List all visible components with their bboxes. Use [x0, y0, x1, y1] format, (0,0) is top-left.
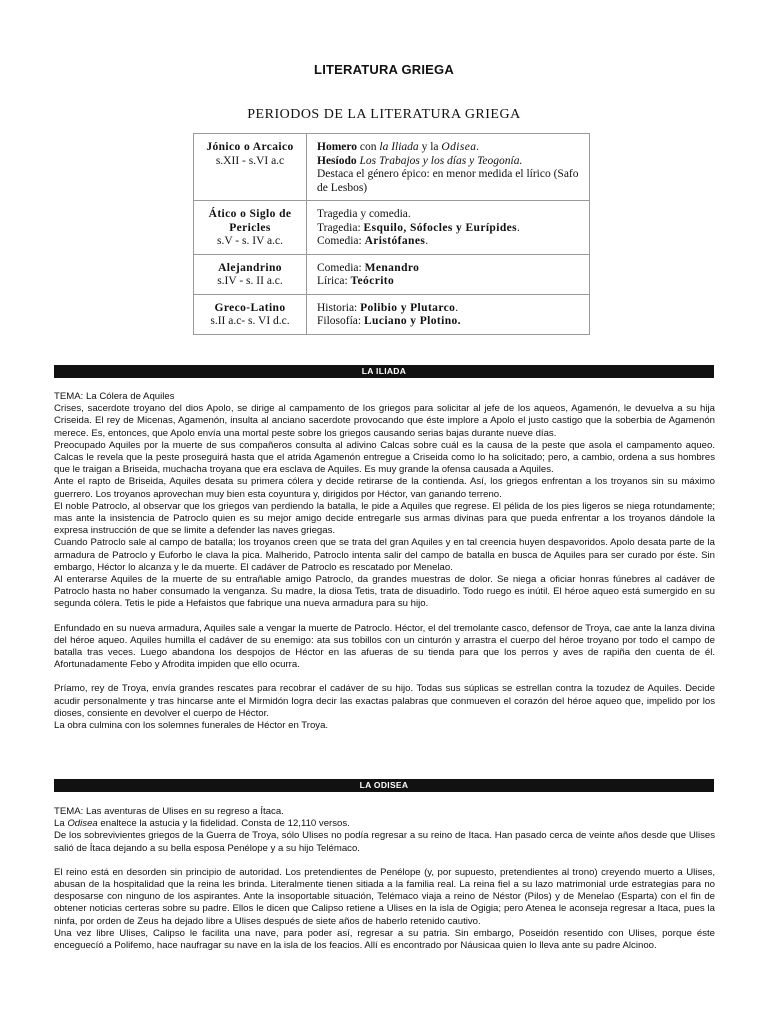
author-names: Menandro	[364, 261, 420, 274]
table-row	[194, 294, 590, 334]
work-title: la Iliada	[379, 141, 419, 153]
paragraph-spacer	[54, 611, 715, 623]
iliada-tema: TEMA: La Cólera de Aquiles	[54, 391, 175, 402]
paragraph: El noble Patroclo, al observar que los griegos van perdiendo la batalla, le pide a Aquiles que regrese. El pélida de los pies ligeros se niega rotundamente; mas ante la insistencia de Patroclo quien es su mejor amigo decide entregarle sus armas divinas para que pueda enfrentar a los troyanos dándole la expresa instrucción de que se limite a defender las naves griegas.	[54, 500, 715, 537]
author-names: Esquilo, Sófocles y Eurípides	[363, 221, 517, 234]
periods-table	[193, 133, 590, 335]
odisea-intro: La Odisea enaltece la astucia y la fidelidad. Consta de 12,110 versos.	[54, 818, 350, 830]
period-dates: s.II a.c- s. VI d.c.	[210, 315, 290, 327]
paragraph: Al enterarse Aquiles de la muerte de su entrañable amigo Patroclo, da grandes muestras de dolor. Se niega a oficiar honras fúnebres al cadáver de Patroclo hasta no haber consumado la venganza. Su madre, la diosa Tetis, trata de disuadirlo. Todo ruego es inútil. El héroe aqueo está sumergido en su segunda cólera. Tetis le pide a Hefaistos que fabrique una nueva armadura para su hijo.	[54, 574, 715, 610]
odisea-tema: TEMA: Las aventuras de Ulises en su regreso a Ítaca.	[54, 806, 284, 817]
iliada-section-text	[54, 391, 715, 732]
paragraph: Crises, sacerdote troyano del dios Apolo, se dirige al campamento de los griegos para solicitar al jefe de los aqueos, Agamenón, le devuelva a su hija Criseida. El rey de Micenas, Agamenón, insulta al anciano sacerdote provocando que éste implore a Apolo el justo castigo que la soberbia de Agamenón merece. Es, entonces, que Apolo envía una mortal peste sobre los griegos causando serias bajas durante nueve días.	[54, 403, 715, 439]
period-name: Alejandrino	[218, 261, 282, 274]
period-detail: Tragedia y comedia. Tragedia: Esquilo, Sófocles y Eurípides. Comedia: Aristófanes.	[307, 201, 590, 255]
paragraph: Ante el rapto de Briseida, Aquiles desata su primera cólera y decide retirarse de la contienda. Así, los griegos enfrentan a los troyanos sin su máximo guerrero. Los troyanos aprovechan muy bien esta coyuntura y, dirigidos por Héctor, van ganando terreno.	[54, 476, 715, 500]
odisea-section-text	[54, 806, 715, 952]
author-names: Teócrito	[350, 275, 395, 287]
paragraph: Cuando Patroclo sale al campo de batalla; los troyanos creen que se trata del gran Aquiles y en tal creencia huyen despavoridos. Apolo desata parte de la armadura de Patroclo y Euforbo le clava la pica. Malherido, Patroclo intenta salir del campo de batalla en busca de Aquiles para ser curado por éste. Sin embargo, Héctor lo alcanza y le da muerte. El cadáver de Patroclo es rescatado por Menelao.	[54, 537, 715, 573]
table-row	[194, 254, 590, 294]
period-dates: s.XII - s.VI a.c	[215, 154, 285, 167]
author-name: Homero	[317, 141, 358, 153]
period-detail: Homero con la Iliada y la Odisea. Hesíodo Los Trabajos y los días y Teogonía. Destaca el género épico: en menor medida el lírico (Safo de Lesbos)	[307, 134, 590, 201]
document-title: LITERATURA GRIEGA	[314, 62, 454, 77]
author-names: Aristófanes	[364, 235, 426, 247]
period-name: Jónico o Arcaico	[206, 141, 294, 153]
period-dates: s.IV - s. II a.c.	[217, 275, 283, 287]
paragraph: Una vez libre Ulises, Calipso le facilita una nave, para poder así, regresar a su patria. Sin embargo, Poseidón resentido con Ulises, porque éste enceguecíó a Polifemo, hace naufragar su nave en la isla de los feacios. Allí es encontrado por Náusicaa quien lo lleva ante su padre Alcinoo.	[54, 927, 715, 952]
paragraph-spacer	[54, 855, 715, 867]
period-name: Ático o Siglo de Pericles	[208, 208, 292, 234]
iliada-section-header: LA ILIADA	[54, 365, 714, 378]
period-cell	[194, 294, 307, 334]
paragraph: De los sobrevivientes griegos de la Guerra de Troya, sólo Ulises no podía regresar a su reino de Itaca. Han pasado cerca de veinte años desde que Ulises salió de Ítaca dejando a su bella esposa Penélope y a su hijo Telémaco.	[54, 830, 715, 854]
author-names: Luciano y Plotino.	[363, 315, 461, 327]
period-dates: s.V - s. IV a.c.	[216, 235, 283, 247]
period-cell	[194, 254, 307, 294]
author-name: Hesíodo	[317, 154, 357, 167]
author-names: Polibio y Plutarco	[360, 301, 456, 314]
paragraph-spacer	[54, 671, 715, 683]
table-row	[194, 201, 590, 255]
period-detail: Historia: Polibio y Plutarco. Filosofía: Luciano y Plotino.	[307, 294, 590, 334]
table-title: PERIODOS DE LA LITERATURA GRIEGA	[247, 107, 521, 122]
paragraph: Enfundado en su nueva armadura, Aquiles sale a vengar la muerte de Patroclo. Héctor, el del tremolante casco, defensor de Troya, cae ante la lanza divina del héroe aqueo. Aquiles humilla el cadáver de su enemigo: ata sus tobillos con un cinturón y arrastra el cuerpo del héroe troyano por todo el campo de batalla tras veces. Luego abandona los despojos de Héctor en las afueras de su tienda para que los perros y aves de rapiña den cuenta de él. Afortunadamente Febo y Afrodita impiden que ello ocurra.	[54, 622, 715, 671]
period-name: Greco-Latino	[214, 301, 286, 314]
period-cell	[194, 134, 307, 201]
paragraph: Príamo, rey de Troya, envía grandes rescates para recobrar el cadáver de su hijo. Todas sus súplicas se estrellan contra la tozudez de Aquiles. Decide acudir personalmente y tras hincarse ante el Mirmidón logra decir las exactas palabras que conmueven el corazón del héroe aqueo que, impelido por los dioses, consiente en devolver el cuerpo de Héctor.	[54, 683, 715, 719]
paragraph: La obra culmina con los solemnes funerales de Héctor en Troya.	[54, 720, 329, 732]
work-title: Los Trabajos y los días y Teogonía.	[359, 154, 523, 167]
odisea-section-header: LA ODISEA	[54, 779, 714, 792]
paragraph: Preocupado Aquiles por la muerte de sus compañeros consulta al adivino Calcas sobre cuál es la causa de la peste que asola el campamento aqueo. Calcas le revela que la peste proseguirá hasta que el atrida Agamenón entregue a Criseida como lo ha solicitado; pero, a cambio, ordena a sus hombres que le traigan a Briseida, muchacha troyana que era esclava de Aquiles. Es muy grande la ofensa causada a Aquiles.	[54, 439, 715, 476]
work-title: Odisea.	[441, 141, 480, 153]
table-row	[194, 134, 590, 201]
paragraph: El reino está en desorden sin principio de autoridad. Los pretendientes de Penélope (y, por supuesto, pretendientes al trono) creyendo muerto a Ulises, abusan de la hospitalidad que la reina les brinda. Literalmente tienen sitiada a la familia real. La reina fiel a su lazo matrimonial urde estrategias para no desposarse con ninguno de los aspirantes. Ante la insoportable situación, Telémaco viaja a reino de Néstor (Pilos) y de Menelao (Esparta) con el fin de obtener noticias certeras sobre su padre. Ellos le dicen que Calipso retiene a Ulises en la isla de Ogigia; pero Atenea le aconseja regresar a Itaca, pues la ninfa, por orden de Zeus ha dejado libre a Ulises después de siete años de haberlo retenido cautivo.	[54, 866, 715, 927]
period-cell	[194, 201, 307, 255]
period-note: Destaca el género épico: en menor medida el lírico (Safo de Lesbos)	[317, 168, 579, 194]
period-detail: Comedia: Menandro Lírica: Teócrito	[307, 254, 590, 294]
